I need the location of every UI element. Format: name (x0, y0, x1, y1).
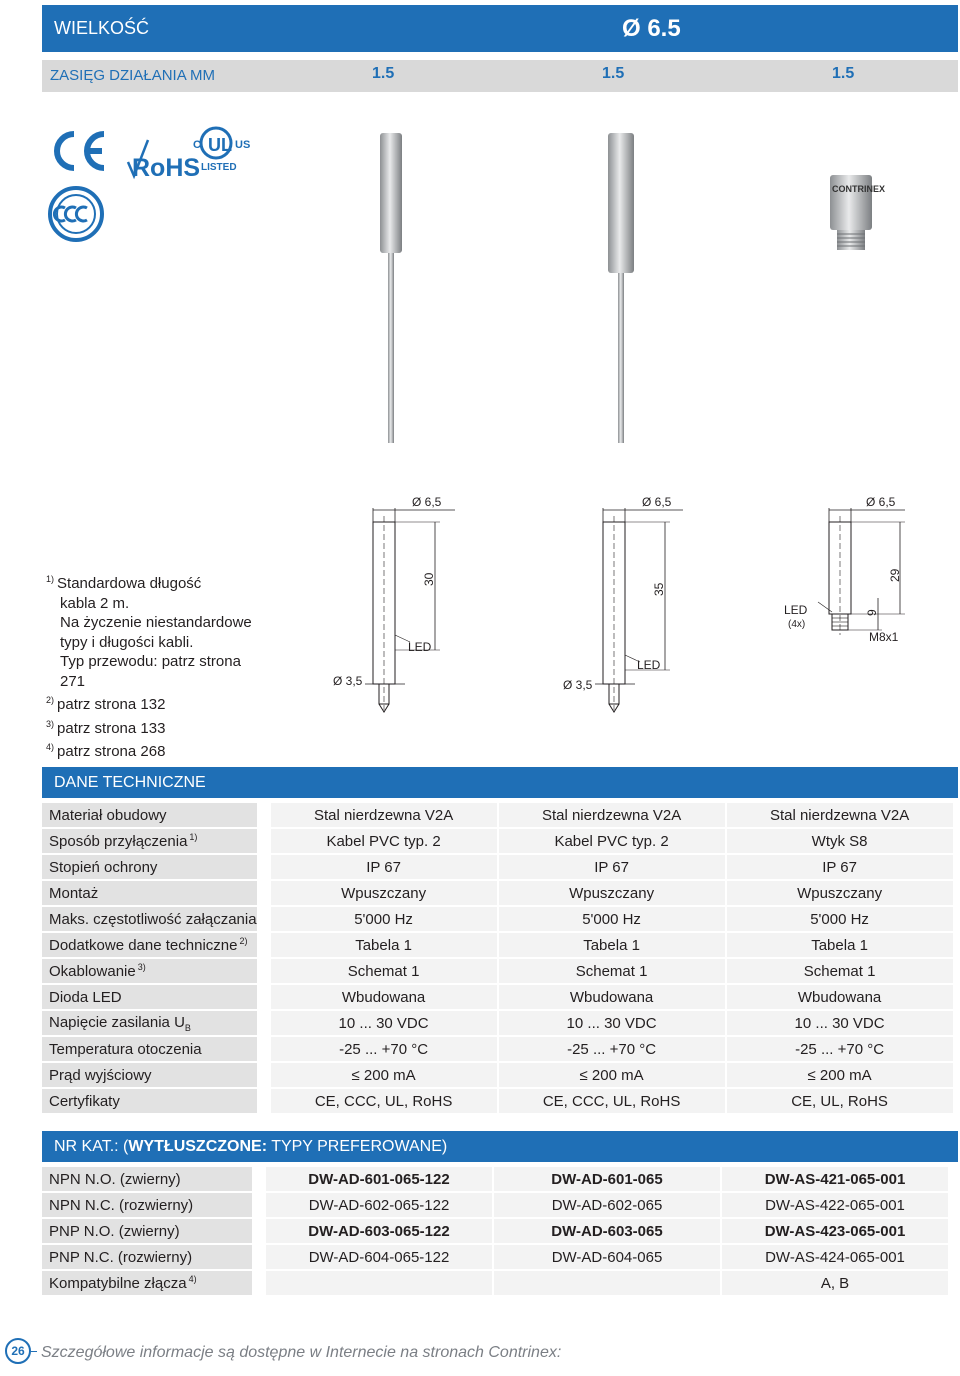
order-row-value: DW-AD-602-065 (492, 1193, 720, 1219)
ce-mark-icon (57, 134, 104, 168)
order-row-label: PNP N.C. (rozwierny) (42, 1245, 264, 1271)
order-row-label: NPN N.O. (zwierny) (42, 1167, 264, 1193)
order-row-value: DW-AD-603-065-122 (264, 1219, 492, 1245)
drawing-3-led-count: (4x) (788, 619, 806, 630)
tech-row-label: Montaż (42, 881, 269, 907)
drawing-2-length: 35 (652, 582, 666, 596)
tech-row (42, 959, 953, 985)
tech-table (42, 803, 953, 1115)
tech-row-value: ≤ 200 mA (497, 1063, 725, 1089)
drawing-2-led: LED (637, 658, 661, 672)
tech-row (42, 985, 953, 1011)
tech-row-value: Schemat 1 (725, 959, 953, 985)
tech-row-value: Wbudowana (269, 985, 497, 1011)
tech-row-value: Wpuszczany (497, 881, 725, 907)
tech-row-value: Wbudowana (497, 985, 725, 1011)
tech-row-value: Wpuszczany (269, 881, 497, 907)
svg-text:RoHS: RoHS (132, 154, 201, 182)
rohs-mark-icon (128, 140, 200, 182)
tech-row (42, 1011, 953, 1037)
svg-text:LISTED: LISTED (201, 162, 237, 173)
tech-row-value: Stal nierdzewna V2A (269, 803, 497, 829)
order-row (42, 1167, 948, 1193)
range-value-3: 1.5 (832, 65, 855, 82)
page-number: 26 (5, 1338, 31, 1364)
footnote-1-line-1: $^{1)}$ Standardowa długość (46, 574, 202, 592)
order-row-value: DW-AS-424-065-001 (720, 1245, 948, 1271)
tech-row-value: Kabel PVC typ. 2 (497, 829, 725, 855)
tech-row (42, 1037, 953, 1063)
tech-row-label: Dodatkowe dane techniczne $^{2)}$ (42, 933, 269, 959)
tech-row-value: Stal nierdzewna V2A (725, 803, 953, 829)
order-row-value: DW-AS-423-065-001 (720, 1219, 948, 1245)
tech-row-value: IP 67 (269, 855, 497, 881)
tech-row-label: Maks. częstotliwość załączania (42, 907, 269, 933)
tech-row (42, 855, 953, 881)
drawing-2-cable: Ø 3,5 (563, 678, 593, 692)
range-row (42, 60, 958, 92)
tech-row-value: IP 67 (725, 855, 953, 881)
order-row-value: DW-AD-603-065 (492, 1219, 720, 1245)
footnote-1-line-3: Na życzenie niestandardowe (60, 614, 252, 631)
svg-text:C: C (193, 139, 201, 151)
tech-row-value: CE, CCC, UL, RoHS (497, 1089, 725, 1115)
tech-row-value: 10 ... 30 VDC (269, 1011, 497, 1037)
drawing-1-cable: Ø 3,5 (333, 674, 363, 688)
order-row-value: DW-AD-601-065-122 (264, 1167, 492, 1193)
tech-row-value: -25 ... +70 °C (725, 1037, 953, 1063)
drawing-3-led: LED (784, 603, 808, 617)
footnote-4: $^{4)}$ patrz strona 268 (46, 742, 166, 760)
footnote-1-line-2: kabla 2 m. (60, 594, 130, 612)
drawing-3-diameter: Ø 6,5 (866, 495, 896, 509)
tech-row-label: Temperatura otoczenia (42, 1037, 269, 1063)
order-row-value (492, 1271, 720, 1297)
dimension-drawings (0, 480, 960, 750)
tech-row-value: 5'000 Hz (497, 907, 725, 933)
photo-brand-label: CONTRINEX (832, 184, 885, 194)
order-row (42, 1193, 948, 1219)
drawing-3-thread: M8x1 (869, 630, 899, 644)
order-row-label: NPN N.C. (rozwierny) (42, 1193, 264, 1219)
certification-logos (48, 120, 268, 250)
tech-row-value: ≤ 200 mA (725, 1063, 953, 1089)
tech-row-value: CE, UL, RoHS (725, 1089, 953, 1115)
range-label: ZASIĘG DZIAŁANIA MM (50, 67, 216, 84)
drawing-1-led: LED (408, 640, 432, 654)
tech-row-label: Stopień ochrony (42, 855, 269, 881)
tech-row-value: Wtyk S8 (725, 829, 953, 855)
tech-section-header (42, 767, 958, 798)
svg-text:UL: UL (208, 135, 232, 155)
tech-row (42, 1089, 953, 1115)
drawing-3-length: 29 (888, 568, 902, 582)
tech-row-value: Wbudowana (725, 985, 953, 1011)
size-header (42, 5, 958, 52)
drawing-2-diameter: Ø 6,5 (642, 495, 672, 509)
order-row (42, 1219, 948, 1245)
tech-row-value: IP 67 (497, 855, 725, 881)
tech-row (42, 907, 953, 933)
svg-text:US: US (235, 139, 251, 151)
order-row-value: DW-AD-602-065-122 (264, 1193, 492, 1219)
range-value-1: 1.5 (372, 65, 395, 82)
footer-text: Szczegółowe informacje są dostępne w Internecie na stronach Contrinex: (41, 1344, 562, 1361)
order-row-value: A, B (720, 1271, 948, 1297)
drawing-3-thread-length: 9 (865, 609, 879, 616)
tech-row-label: Sposób przyłączenia $^{1)}$ (42, 829, 269, 855)
footnote-2: $^{2)}$ patrz strona 132 (46, 695, 166, 713)
tech-row-label: Prąd wyjściowy (42, 1063, 269, 1089)
product-photo-3 (815, 170, 885, 260)
tech-row-value: 10 ... 30 VDC (497, 1011, 725, 1037)
tech-row (42, 933, 953, 959)
tech-row-value: Tabela 1 (725, 933, 953, 959)
tech-row-value: 5'000 Hz (725, 907, 953, 933)
tech-row-value: 5'000 Hz (269, 907, 497, 933)
ccc-mark-icon (50, 188, 102, 240)
order-row-value: DW-AD-604-065-122 (264, 1245, 492, 1271)
tech-row-value: Stal nierdzewna V2A (497, 803, 725, 829)
ul-listed-mark-icon (193, 128, 250, 173)
tech-row-value: Kabel PVC typ. 2 (269, 829, 497, 855)
footer-rule (31, 1351, 37, 1352)
order-section-title: NR KAT.: (WYTŁUSZCZONE: TYPY PREFEROWANE) (54, 1138, 448, 1155)
tech-section-title: DANE TECHNICZNE (54, 774, 206, 791)
product-photo-2 (590, 125, 650, 445)
product-photo-1 (360, 125, 420, 445)
footnote-3: $^{3)}$ patrz strona 133 (46, 718, 166, 737)
drawing-1-diameter: Ø 6,5 (412, 495, 442, 509)
tech-row-value: Schemat 1 (269, 959, 497, 985)
tech-row-label: Certyfikaty (42, 1089, 269, 1115)
tech-row-label: Okablowanie $^{3)}$ (42, 959, 269, 985)
size-value: Ø 6.5 (622, 15, 681, 42)
footnote-1-line-5: Typ przewodu: patrz strona (60, 653, 241, 670)
tech-row-value: Tabela 1 (269, 933, 497, 959)
tech-row-value: CE, CCC, UL, RoHS (269, 1089, 497, 1115)
order-row-value: DW-AS-422-065-001 (720, 1193, 948, 1219)
tech-row-label: Dioda LED (42, 985, 269, 1011)
range-value-2: 1.5 (602, 65, 625, 82)
tech-row-value: Schemat 1 (497, 959, 725, 985)
tech-row-value: ≤ 200 mA (269, 1063, 497, 1089)
tech-row (42, 881, 953, 907)
size-label: WIELKOŚĆ (54, 18, 150, 38)
tech-row-value: -25 ... +70 °C (497, 1037, 725, 1063)
tech-row-value: Tabela 1 (497, 933, 725, 959)
tech-row (42, 829, 953, 855)
tech-row (42, 803, 953, 829)
order-table (42, 1167, 948, 1297)
dimension-drawing-1 (365, 508, 455, 712)
footnote-1-line-4: typy i długości kabli. (60, 633, 194, 651)
order-row-value (264, 1271, 492, 1297)
tech-row-value: Wpuszczany (725, 881, 953, 907)
order-row-label: PNP N.O. (zwierny) (42, 1219, 264, 1245)
order-row (42, 1245, 948, 1271)
order-section-header (42, 1131, 958, 1162)
drawing-1-length: 30 (422, 572, 436, 586)
tech-row-value: 10 ... 30 VDC (725, 1011, 953, 1037)
tech-row-value: -25 ... +70 °C (269, 1037, 497, 1063)
order-row-value: DW-AD-604-065 (492, 1245, 720, 1271)
order-row-value: DW-AS-421-065-001 (720, 1167, 948, 1193)
order-row-value: DW-AD-601-065 (492, 1167, 720, 1193)
tech-row-label: Materiał obudowy (42, 803, 269, 829)
order-row (42, 1271, 948, 1297)
order-row-label: Kompatybilne złącza $^{4)}$ (42, 1271, 264, 1297)
tech-row (42, 1063, 953, 1089)
tech-row-label: Napięcie zasilania $U_B$ (42, 1011, 269, 1037)
dimension-drawing-2 (595, 508, 683, 712)
footnote-1-line-6: 271 (60, 672, 86, 690)
